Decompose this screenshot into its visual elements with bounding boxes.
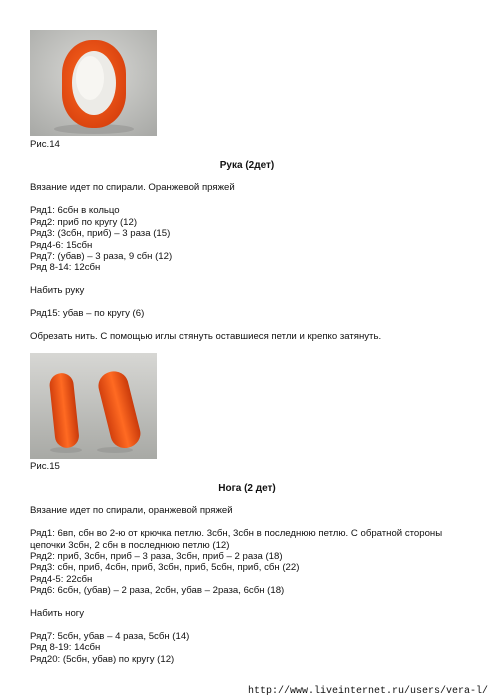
arm-finish-note: Обрезать нить. С помощью иглы стянуть оставшиеся петли и крепко затянуть.	[30, 331, 382, 342]
figure-15-caption: Рис.15	[30, 461, 60, 472]
arm-stuff-note: Набить руку	[30, 285, 85, 296]
source-url[interactable]: http://www.liveinternet.ru/users/vera-l/	[247, 686, 488, 697]
leg-section-title: Нога (2 дет)	[218, 483, 276, 494]
figure-14-photo	[30, 30, 157, 136]
leg-row-3: Ряд3: сбн, приб, 4сбн, приб, 3сбн, приб, 5сбн, приб, сбн (22)	[30, 562, 300, 573]
arm-row-6: Ряд 8-14: 12сбн	[30, 262, 101, 273]
leg-row-8-19: Ряд 8-19: 14сбн	[30, 642, 101, 653]
arm-section-title: Рука (2дет)	[219, 160, 275, 171]
leg-row-1-line-1: Ряд1: 6вп, сбн во 2-ю от крючка петлю. 3сбн, 3сбн в последнюю петлю. С обратной стороны	[30, 528, 443, 539]
figure-15-photo	[30, 353, 157, 459]
arm-row-4: Ряд4-6: 15сбн	[30, 240, 93, 251]
arm-row-1: Ряд1: 6сбн в кольцо	[30, 205, 120, 216]
figure-14-caption: Рис.14	[30, 139, 60, 150]
leg-row-1-line-2: цепочки 3сбн, 2 сбн в последнюю петлю (12)	[30, 540, 230, 551]
leg-row-20: Ряд20: (5сбн, убав) по кругу (12)	[30, 654, 175, 665]
leg-row-4-5: Ряд4-5: 22сбн	[30, 574, 93, 585]
arm-row-3: Ряд3: (3сбн, приб) – 3 раза (15)	[30, 228, 171, 239]
leg-row-7: Ряд7: 5сбн, убав – 4 раза, 5сбн (14)	[30, 631, 190, 642]
arm-row-5: Ряд7: (убав) – 3 раза, 9 сбн (12)	[30, 251, 173, 262]
arm-intro: Вязание идет по спирали. Оранжевой пряжей	[30, 182, 235, 193]
leg-stuff-note: Набить ногу	[30, 608, 85, 619]
leg-row-6: Ряд6: 6сбн, (убав) – 2 раза, 2сбн, убав – 2раза, 6сбн (18)	[30, 585, 285, 596]
leg-row-2: Ряд2: приб, 3сбн, приб – 3 раза, 3сбн, приб – 2 раза (18)	[30, 551, 283, 562]
arm-row-15: Ряд15: убав – по кругу (6)	[30, 308, 145, 319]
leg-intro: Вязание идет по спирали, оранжевой пряжей	[30, 505, 233, 516]
arm-row-2: Ряд2: приб по кругу (12)	[30, 217, 138, 228]
